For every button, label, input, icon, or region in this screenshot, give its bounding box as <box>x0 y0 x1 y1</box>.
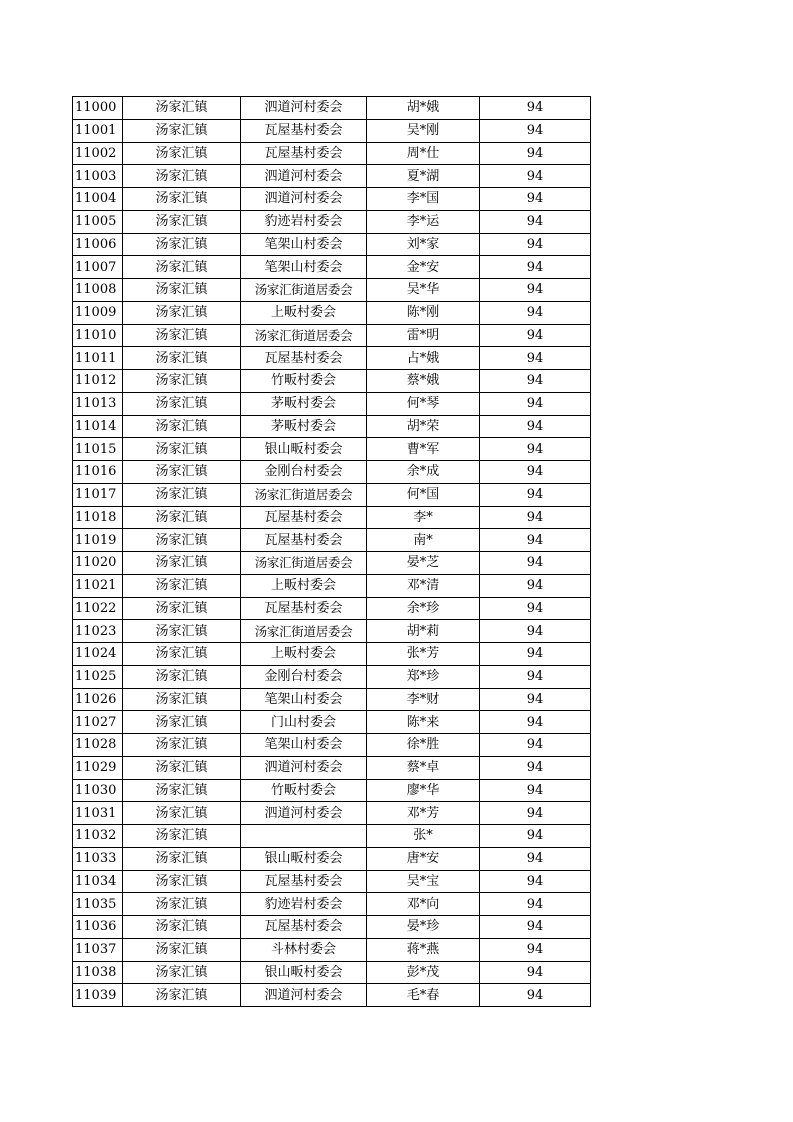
cell-name: 陈*刚 <box>367 301 480 324</box>
cell-town: 汤家汇镇 <box>123 916 241 939</box>
cell-town: 汤家汇镇 <box>123 734 241 757</box>
table-row <box>73 574 591 597</box>
cell-town: 汤家汇镇 <box>123 802 241 825</box>
cell-village: 上畈村委会 <box>241 301 367 324</box>
cell-name: 金*安 <box>367 256 480 279</box>
cell-village: 泗道河村委会 <box>241 97 367 120</box>
cell-village: 瓦屋基村委会 <box>241 597 367 620</box>
cell-village: 银山畈村委会 <box>241 438 367 461</box>
cell-village: 汤家汇街道居委会 <box>241 324 367 347</box>
cell-town: 汤家汇镇 <box>123 870 241 893</box>
cell-name: 邓*向 <box>367 893 480 916</box>
cell-village: 竹畈村委会 <box>241 370 367 393</box>
cell-id: 11013 <box>73 392 123 415</box>
table-row <box>73 142 591 165</box>
cell-name: 张*芳 <box>367 643 480 666</box>
table-row <box>73 279 591 302</box>
table-row <box>73 847 591 870</box>
cell-village: 笔架山村委会 <box>241 734 367 757</box>
cell-amount: 94 <box>480 665 591 688</box>
table-row <box>73 938 591 961</box>
cell-town: 汤家汇镇 <box>123 825 241 848</box>
table-row <box>73 688 591 711</box>
cell-town: 汤家汇镇 <box>123 597 241 620</box>
table-row <box>73 506 591 529</box>
table-row <box>73 984 591 1007</box>
cell-id: 11011 <box>73 347 123 370</box>
cell-amount: 94 <box>480 870 591 893</box>
cell-id: 11022 <box>73 597 123 620</box>
table-row <box>73 324 591 347</box>
table-row <box>73 165 591 188</box>
cell-village: 瓦屋基村委会 <box>241 870 367 893</box>
cell-village: 瓦屋基村委会 <box>241 119 367 142</box>
cell-town: 汤家汇镇 <box>123 438 241 461</box>
table-row <box>73 188 591 211</box>
cell-amount: 94 <box>480 392 591 415</box>
table-row <box>73 825 591 848</box>
cell-name: 彭*茂 <box>367 961 480 984</box>
cell-village: 笔架山村委会 <box>241 233 367 256</box>
cell-name: 南* <box>367 529 480 552</box>
cell-town: 汤家汇镇 <box>123 552 241 575</box>
cell-village: 汤家汇街道居委会 <box>241 552 367 575</box>
cell-town: 汤家汇镇 <box>123 643 241 666</box>
cell-amount: 94 <box>480 483 591 506</box>
cell-village: 泗道河村委会 <box>241 802 367 825</box>
cell-town: 汤家汇镇 <box>123 119 241 142</box>
table-row <box>73 392 591 415</box>
cell-name: 余*成 <box>367 461 480 484</box>
cell-amount: 94 <box>480 756 591 779</box>
cell-amount: 94 <box>480 233 591 256</box>
cell-town: 汤家汇镇 <box>123 711 241 734</box>
cell-id: 11037 <box>73 938 123 961</box>
cell-id: 11018 <box>73 506 123 529</box>
cell-name: 郑*珍 <box>367 665 480 688</box>
cell-amount: 94 <box>480 688 591 711</box>
cell-village: 瓦屋基村委会 <box>241 142 367 165</box>
cell-name: 李* <box>367 506 480 529</box>
table-row <box>73 597 591 620</box>
cell-amount: 94 <box>480 415 591 438</box>
table-row <box>73 119 591 142</box>
table-row <box>73 483 591 506</box>
cell-amount: 94 <box>480 574 591 597</box>
cell-id: 11004 <box>73 188 123 211</box>
cell-town: 汤家汇镇 <box>123 97 241 120</box>
cell-amount: 94 <box>480 620 591 643</box>
cell-amount: 94 <box>480 779 591 802</box>
cell-amount: 94 <box>480 210 591 233</box>
cell-village: 笔架山村委会 <box>241 688 367 711</box>
cell-id: 11002 <box>73 142 123 165</box>
cell-village: 上畈村委会 <box>241 643 367 666</box>
cell-town: 汤家汇镇 <box>123 370 241 393</box>
cell-village: 金刚台村委会 <box>241 461 367 484</box>
cell-amount: 94 <box>480 119 591 142</box>
cell-id: 11016 <box>73 461 123 484</box>
cell-id: 11006 <box>73 233 123 256</box>
table-row <box>73 552 591 575</box>
table-row <box>73 734 591 757</box>
table-row <box>73 802 591 825</box>
cell-amount: 94 <box>480 802 591 825</box>
cell-id: 11033 <box>73 847 123 870</box>
cell-amount: 94 <box>480 893 591 916</box>
cell-name: 曹*军 <box>367 438 480 461</box>
table-row <box>73 916 591 939</box>
cell-village: 上畈村委会 <box>241 574 367 597</box>
cell-town: 汤家汇镇 <box>123 506 241 529</box>
cell-amount: 94 <box>480 597 591 620</box>
cell-amount: 94 <box>480 552 591 575</box>
cell-name: 周*仕 <box>367 142 480 165</box>
cell-amount: 94 <box>480 438 591 461</box>
cell-name: 李*运 <box>367 210 480 233</box>
table-row <box>73 620 591 643</box>
cell-amount: 94 <box>480 324 591 347</box>
cell-village: 汤家汇街道居委会 <box>241 279 367 302</box>
cell-id: 11012 <box>73 370 123 393</box>
cell-amount: 94 <box>480 847 591 870</box>
cell-name: 刘*家 <box>367 233 480 256</box>
cell-id: 11021 <box>73 574 123 597</box>
cell-village: 茅畈村委会 <box>241 415 367 438</box>
cell-amount: 94 <box>480 825 591 848</box>
cell-name: 何*琴 <box>367 392 480 415</box>
cell-id: 11017 <box>73 483 123 506</box>
cell-town: 汤家汇镇 <box>123 756 241 779</box>
cell-name: 邓*芳 <box>367 802 480 825</box>
cell-id: 11024 <box>73 643 123 666</box>
cell-town: 汤家汇镇 <box>123 688 241 711</box>
table-row <box>73 529 591 552</box>
table-row <box>73 961 591 984</box>
cell-town: 汤家汇镇 <box>123 256 241 279</box>
cell-id: 11009 <box>73 301 123 324</box>
cell-id: 11031 <box>73 802 123 825</box>
cell-id: 11032 <box>73 825 123 848</box>
cell-id: 11007 <box>73 256 123 279</box>
cell-town: 汤家汇镇 <box>123 665 241 688</box>
table-row <box>73 256 591 279</box>
cell-name: 胡*莉 <box>367 620 480 643</box>
cell-town: 汤家汇镇 <box>123 188 241 211</box>
cell-town: 汤家汇镇 <box>123 961 241 984</box>
cell-name: 徐*胜 <box>367 734 480 757</box>
cell-id: 11025 <box>73 665 123 688</box>
cell-town: 汤家汇镇 <box>123 529 241 552</box>
table-row <box>73 97 591 120</box>
cell-village: 汤家汇街道居委会 <box>241 620 367 643</box>
cell-id: 11005 <box>73 210 123 233</box>
cell-name: 李*财 <box>367 688 480 711</box>
table-row <box>73 301 591 324</box>
cell-id: 11028 <box>73 734 123 757</box>
cell-village <box>241 825 367 848</box>
cell-name: 胡*荣 <box>367 415 480 438</box>
table-row <box>73 779 591 802</box>
cell-id: 11020 <box>73 552 123 575</box>
cell-name: 吴*刚 <box>367 119 480 142</box>
cell-village: 瓦屋基村委会 <box>241 529 367 552</box>
table-row <box>73 233 591 256</box>
cell-amount: 94 <box>480 97 591 120</box>
cell-id: 11027 <box>73 711 123 734</box>
cell-town: 汤家汇镇 <box>123 233 241 256</box>
cell-village: 瓦屋基村委会 <box>241 347 367 370</box>
cell-town: 汤家汇镇 <box>123 347 241 370</box>
cell-town: 汤家汇镇 <box>123 938 241 961</box>
cell-id: 11001 <box>73 119 123 142</box>
cell-id: 11029 <box>73 756 123 779</box>
cell-village: 汤家汇街道居委会 <box>241 483 367 506</box>
cell-name: 邓*清 <box>367 574 480 597</box>
cell-name: 廖*华 <box>367 779 480 802</box>
cell-id: 11019 <box>73 529 123 552</box>
cell-town: 汤家汇镇 <box>123 620 241 643</box>
cell-id: 11039 <box>73 984 123 1007</box>
cell-name: 夏*湖 <box>367 165 480 188</box>
cell-name: 唐*安 <box>367 847 480 870</box>
cell-name: 占*娥 <box>367 347 480 370</box>
cell-name: 何*国 <box>367 483 480 506</box>
cell-name: 雷*明 <box>367 324 480 347</box>
cell-village: 竹畈村委会 <box>241 779 367 802</box>
cell-town: 汤家汇镇 <box>123 165 241 188</box>
cell-amount: 94 <box>480 961 591 984</box>
cell-town: 汤家汇镇 <box>123 461 241 484</box>
table-row <box>73 347 591 370</box>
cell-name: 毛*春 <box>367 984 480 1007</box>
cell-id: 11023 <box>73 620 123 643</box>
cell-town: 汤家汇镇 <box>123 301 241 324</box>
data-table <box>72 96 591 1007</box>
cell-village: 斗林村委会 <box>241 938 367 961</box>
cell-amount: 94 <box>480 506 591 529</box>
table-row <box>73 210 591 233</box>
cell-town: 汤家汇镇 <box>123 984 241 1007</box>
cell-village: 瓦屋基村委会 <box>241 916 367 939</box>
cell-village: 金刚台村委会 <box>241 665 367 688</box>
cell-village: 瓦屋基村委会 <box>241 506 367 529</box>
cell-name: 余*珍 <box>367 597 480 620</box>
cell-id: 11014 <box>73 415 123 438</box>
table-row <box>73 756 591 779</box>
cell-amount: 94 <box>480 529 591 552</box>
cell-town: 汤家汇镇 <box>123 392 241 415</box>
cell-village: 泗道河村委会 <box>241 984 367 1007</box>
cell-name: 李*国 <box>367 188 480 211</box>
cell-id: 11038 <box>73 961 123 984</box>
cell-village: 泗道河村委会 <box>241 756 367 779</box>
cell-village: 门山村委会 <box>241 711 367 734</box>
cell-name: 蒋*燕 <box>367 938 480 961</box>
cell-village: 笔架山村委会 <box>241 256 367 279</box>
cell-name: 吴*宝 <box>367 870 480 893</box>
cell-amount: 94 <box>480 165 591 188</box>
cell-id: 11003 <box>73 165 123 188</box>
cell-amount: 94 <box>480 734 591 757</box>
table-row <box>73 893 591 916</box>
cell-amount: 94 <box>480 461 591 484</box>
cell-amount: 94 <box>480 256 591 279</box>
cell-name: 蔡*娥 <box>367 370 480 393</box>
cell-id: 11034 <box>73 870 123 893</box>
cell-town: 汤家汇镇 <box>123 483 241 506</box>
cell-amount: 94 <box>480 711 591 734</box>
cell-town: 汤家汇镇 <box>123 142 241 165</box>
cell-amount: 94 <box>480 347 591 370</box>
cell-amount: 94 <box>480 370 591 393</box>
cell-town: 汤家汇镇 <box>123 279 241 302</box>
cell-amount: 94 <box>480 984 591 1007</box>
cell-town: 汤家汇镇 <box>123 324 241 347</box>
cell-id: 11035 <box>73 893 123 916</box>
cell-amount: 94 <box>480 938 591 961</box>
cell-amount: 94 <box>480 142 591 165</box>
cell-name: 晏*芝 <box>367 552 480 575</box>
cell-name: 胡*娥 <box>367 97 480 120</box>
cell-name: 吴*华 <box>367 279 480 302</box>
cell-village: 豹迹岩村委会 <box>241 893 367 916</box>
cell-town: 汤家汇镇 <box>123 574 241 597</box>
cell-town: 汤家汇镇 <box>123 779 241 802</box>
cell-name: 张* <box>367 825 480 848</box>
cell-id: 11008 <box>73 279 123 302</box>
cell-village: 泗道河村委会 <box>241 165 367 188</box>
table-row <box>73 370 591 393</box>
cell-amount: 94 <box>480 643 591 666</box>
table-row <box>73 643 591 666</box>
cell-id: 11015 <box>73 438 123 461</box>
cell-id: 11030 <box>73 779 123 802</box>
cell-village: 泗道河村委会 <box>241 188 367 211</box>
cell-id: 11036 <box>73 916 123 939</box>
cell-id: 11010 <box>73 324 123 347</box>
cell-village: 银山畈村委会 <box>241 847 367 870</box>
cell-name: 陈*来 <box>367 711 480 734</box>
cell-id: 11026 <box>73 688 123 711</box>
cell-id: 11000 <box>73 97 123 120</box>
cell-village: 银山畈村委会 <box>241 961 367 984</box>
table-row <box>73 711 591 734</box>
cell-name: 蔡*卓 <box>367 756 480 779</box>
cell-town: 汤家汇镇 <box>123 415 241 438</box>
cell-village: 茅畈村委会 <box>241 392 367 415</box>
cell-amount: 94 <box>480 916 591 939</box>
cell-amount: 94 <box>480 188 591 211</box>
cell-village: 豹迹岩村委会 <box>241 210 367 233</box>
cell-name: 晏*珍 <box>367 916 480 939</box>
table-row <box>73 438 591 461</box>
cell-amount: 94 <box>480 301 591 324</box>
cell-town: 汤家汇镇 <box>123 893 241 916</box>
cell-town: 汤家汇镇 <box>123 210 241 233</box>
cell-amount: 94 <box>480 279 591 302</box>
cell-town: 汤家汇镇 <box>123 847 241 870</box>
table-row <box>73 461 591 484</box>
table-row <box>73 665 591 688</box>
table-row <box>73 415 591 438</box>
table-row <box>73 870 591 893</box>
table-body <box>73 97 591 1007</box>
